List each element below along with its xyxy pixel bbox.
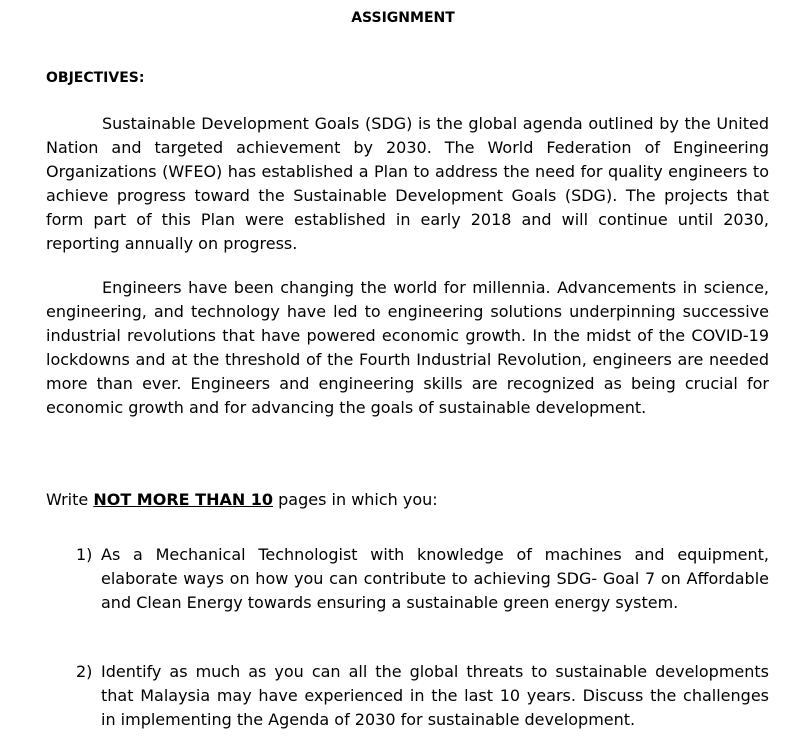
- task-text: As a Mechanical Technologist with knowledge of machines and equipment, elaborate ways on how you can contribute to achieving SDG- Goal 7 on Affordable and Clean Energy towards ensuring a sustainable green energy system.: [101, 545, 769, 612]
- instruction-suffix: pages in which you:: [273, 490, 438, 509]
- instruction-prefix: Write: [46, 490, 94, 509]
- task-number: 2): [76, 662, 93, 681]
- objectives-paragraph-1: Sustainable Development Goals (SDG) is the global agenda outlined by the United Nation and targeted achievement by 2030. The World Federation of Engineering Organizations (WFEO) has established a Plan to address the need for quality engineers to achieve progress toward the Sustainable Development Goals (SDG). The projects that form part of this Plan were established in early 2018 and will continue until 2030, reporting annually on progress.: [46, 114, 769, 253]
- objectives-heading: OBJECTIVES:: [46, 70, 145, 86]
- task-number: 1): [76, 545, 93, 564]
- task-item-1: [76, 543, 769, 615]
- objectives-paragraph-2: Engineers have been changing the world for millennia. Advancements in science, engineering, and technology have led to engineering solutions underpinning successive industrial revolutions that have powered economic growth. In the midst of the COVID-19 lockdowns and at the threshold of the Fourth Industrial Revolution, engineers are needed more than ever. Engineers and engineering skills are recognized as being crucial for economic growth and for advancing the goals of sustainable development.: [46, 278, 769, 417]
- task-text: Identify as much as you can all the global threats to sustainable developments that Malaysia may have experienced in the last 10 years. Discuss the challenges in implementing the Agenda of 2030 for sustainable development.: [101, 662, 769, 729]
- instruction-line: [46, 488, 438, 512]
- page-limit-emphasis: NOT MORE THAN 10: [93, 490, 274, 509]
- document-title: ASSIGNMENT: [351, 10, 455, 26]
- task-item-2: [76, 660, 769, 732]
